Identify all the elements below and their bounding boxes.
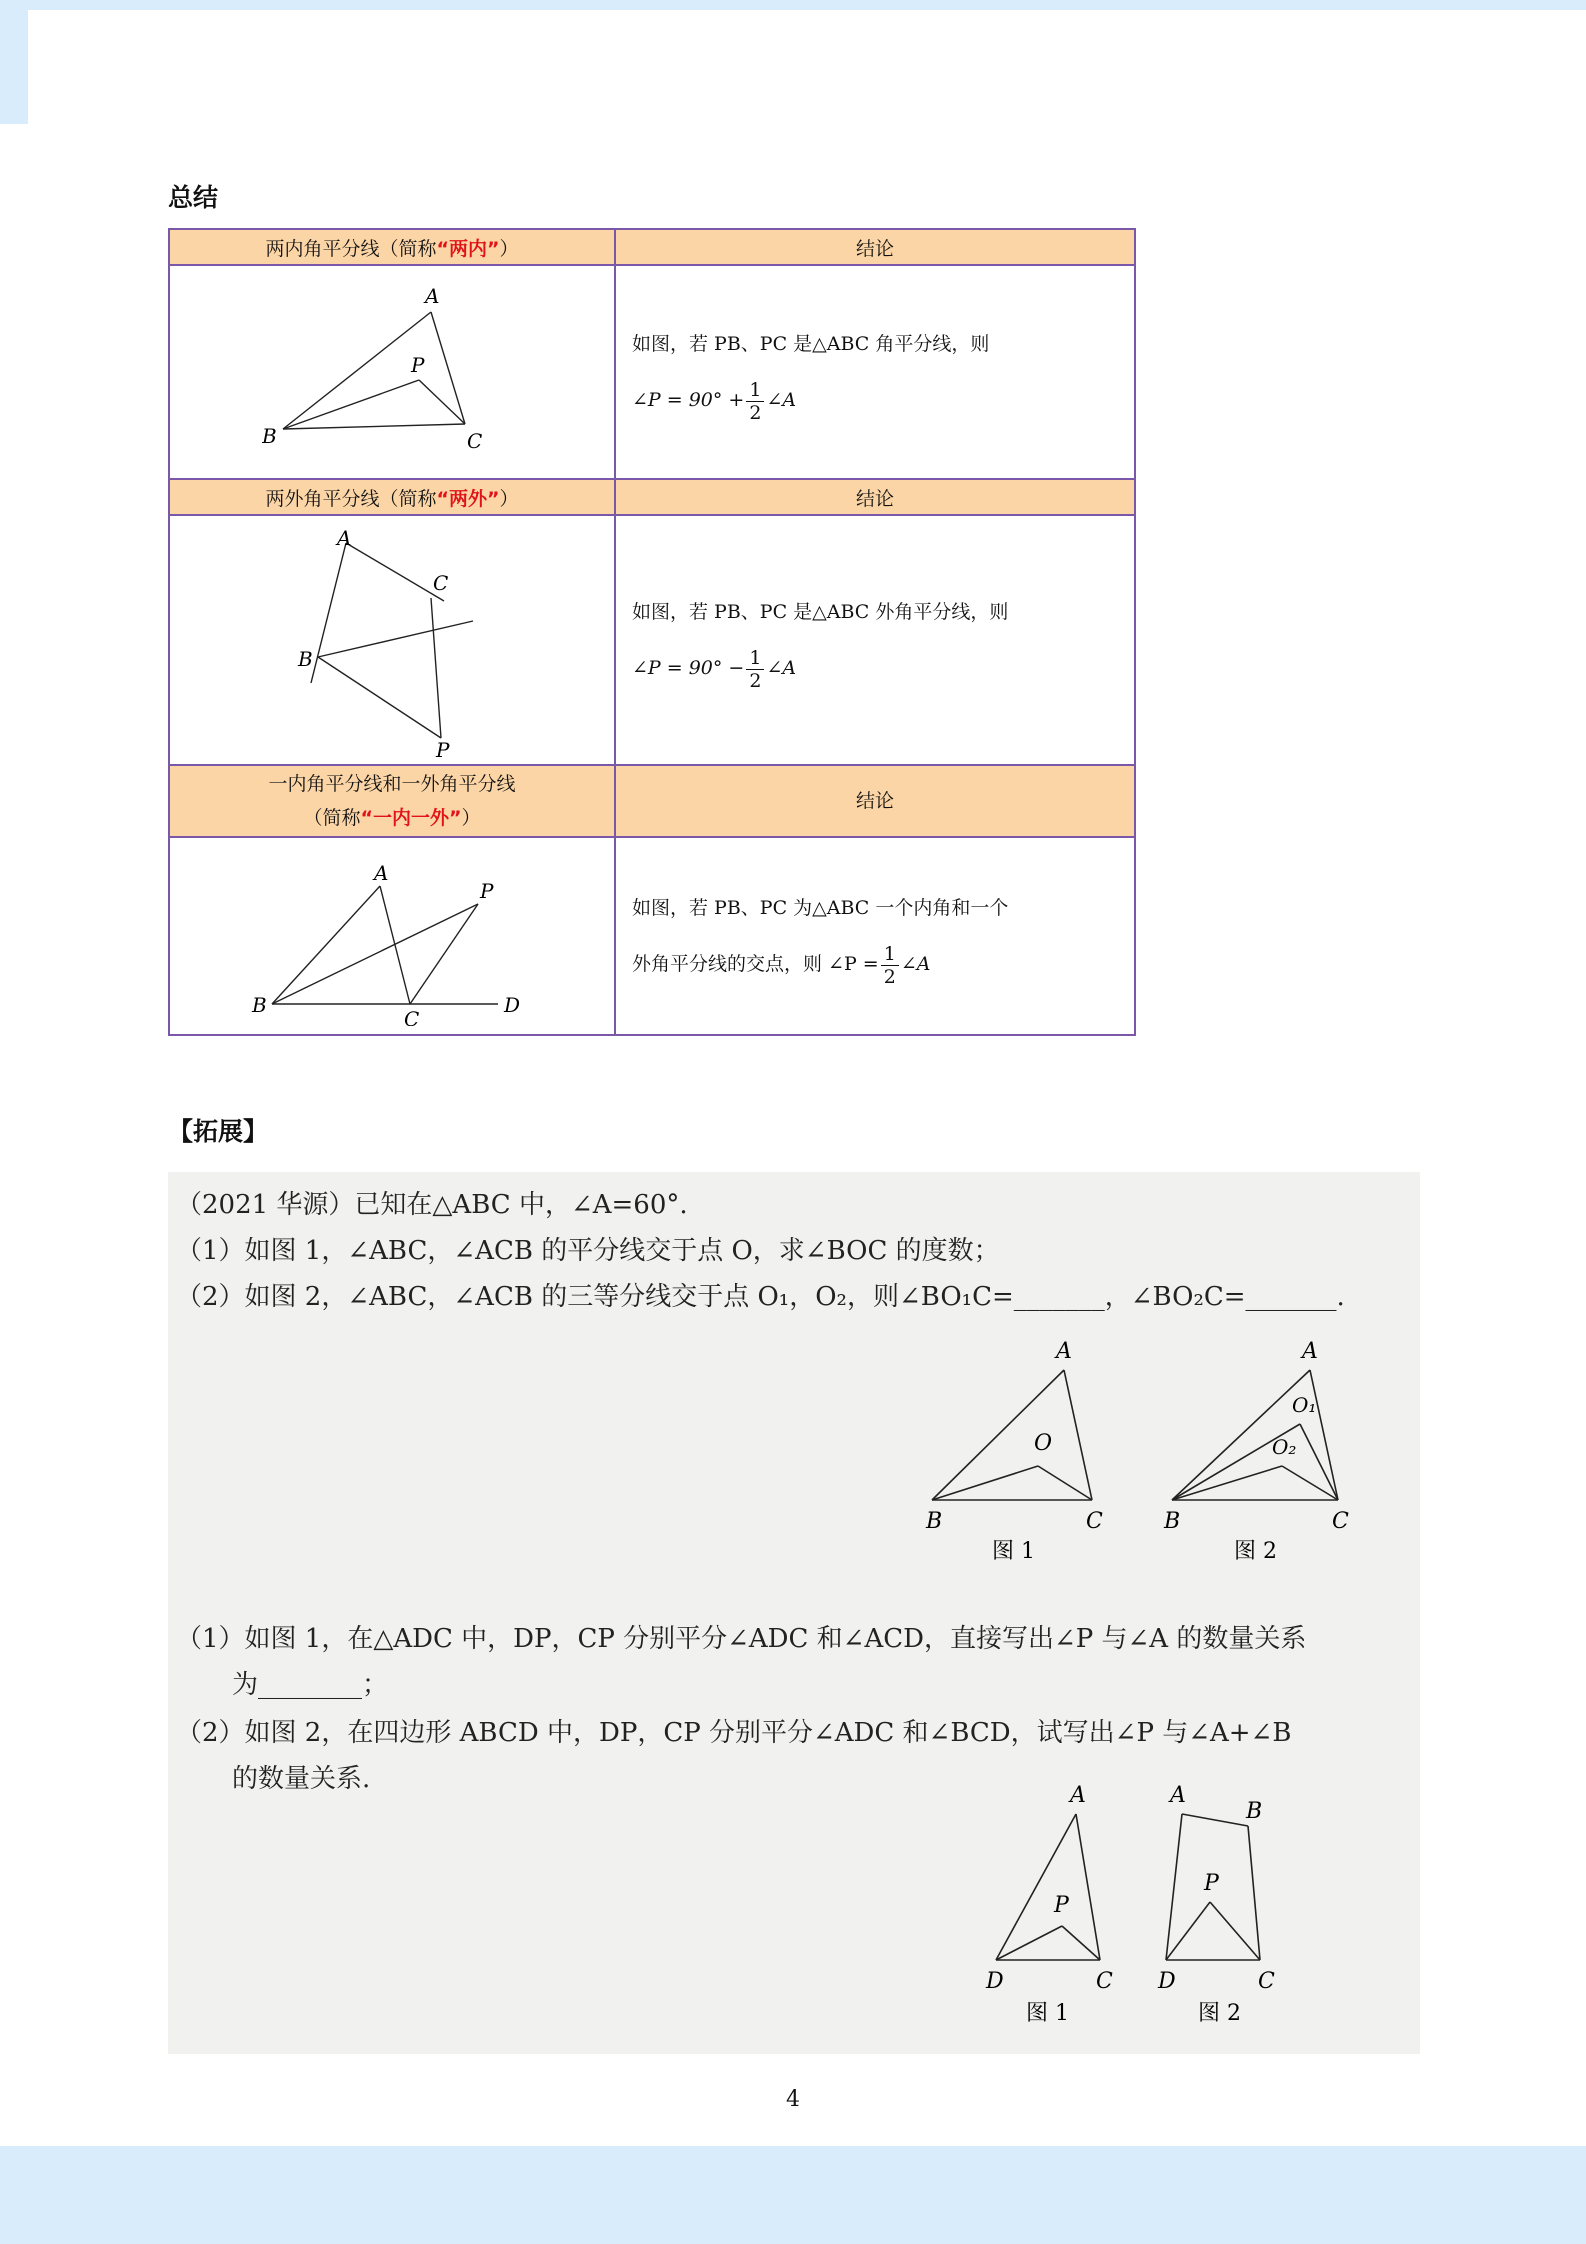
fig2-label-p: P (1204, 1871, 1219, 1896)
label-p: P (436, 738, 450, 757)
label-p: P (480, 879, 494, 903)
fig1-label-b: B (926, 1509, 943, 1534)
extension-line-7: 的数量关系. (232, 1764, 371, 1794)
row3-formula: 外角平分线的交点，则 ∠P = $\frac{1}{2}$ ∠A (632, 942, 931, 988)
fig1-label-a: A (1056, 1339, 1072, 1364)
extension-image-box (168, 1172, 1420, 2054)
fig1-oc (1038, 1466, 1092, 1500)
fraction: $\frac{1}{2}$ (881, 943, 899, 988)
fraction: $\frac{1}{2}$ (746, 379, 764, 424)
row3-conclusion-text: 如图，若 PB、PC 为△ABC 一个内角和一个 (632, 897, 1009, 919)
top-figures (920, 1332, 1400, 1572)
summary-table (168, 228, 1136, 1036)
extension-title: 【拓展】 (168, 1117, 269, 1146)
fig2-label-b: B (1246, 1799, 1263, 1824)
row1-conclusion-header: 结论 (615, 229, 1135, 265)
fig2-label-c: C (1332, 1509, 1349, 1534)
row3-figure-cell (169, 837, 615, 1035)
extension-line-1: （2021 华源）已知在△ABC 中，∠A=60°. (176, 1190, 688, 1220)
fig2-label-o2: O₂ (1272, 1435, 1297, 1459)
line-bp (318, 657, 441, 738)
fig1-ac (1076, 1814, 1100, 1960)
fig2-pc (1210, 1902, 1260, 1960)
row2-header (169, 479, 1135, 515)
row1-conclusion-text: 如图，若 PB、PC 是△ABC 角平分线，则 (632, 333, 990, 355)
extension-line-5: 为________； (232, 1670, 389, 1700)
label-b: B (252, 993, 267, 1017)
fig2-bc (1248, 1826, 1260, 1960)
fig2-label-c: C (1258, 1969, 1275, 1994)
row2-figure-cell (169, 515, 615, 765)
row2-formula: ∠P = 90° − $\frac{1}{2}$ ∠A (632, 646, 797, 692)
label-c: C (433, 571, 449, 595)
row1-figure-cell (169, 265, 615, 479)
row1-body (169, 265, 1135, 479)
line-cp (431, 598, 441, 738)
extension-line-3: （2）如图 2，∠ABC，∠ACB 的三等分线交于点 O₁，O₂，则∠BO₁C=_______，∠BO₂C=_______. (176, 1282, 1345, 1312)
label-d: D (504, 993, 521, 1017)
line-ba (283, 312, 431, 429)
line-bc (283, 424, 465, 429)
line-ba (272, 886, 380, 1004)
fig2-bo2 (1172, 1466, 1282, 1500)
fig1-label-o: O (1034, 1431, 1053, 1456)
fig2-caption: 图 2 (1234, 1539, 1277, 1564)
fig1-bo (932, 1466, 1038, 1500)
row3-conclusion-header: 结论 (615, 765, 1135, 837)
fig1-caption: 图 1 (1026, 2001, 1069, 2026)
top-band (0, 0, 1586, 10)
line-ab-extended (311, 543, 346, 683)
label-b: B (262, 424, 277, 448)
line-ac (346, 543, 444, 601)
line-bp (272, 904, 478, 1004)
fig2-ab (1182, 1814, 1248, 1826)
bottom-band (0, 2146, 1586, 2244)
line-cp (410, 904, 478, 1004)
fig1-label-c: C (1096, 1969, 1113, 1994)
fig1-pc (1062, 1926, 1100, 1960)
fig2-label-a: A (1170, 1783, 1186, 1808)
row2-conclusion-header: 结论 (615, 479, 1135, 515)
row1-header-left: 两内角平分线（简称“两内”） (169, 229, 615, 265)
fig1-caption: 图 1 (992, 1539, 1035, 1564)
fig2-label-o1: O₁ (1292, 1393, 1317, 1417)
summary-title: 总结 (168, 183, 219, 212)
row2-conclusion-text: 如图，若 PB、PC 是△ABC 外角平分线，则 (632, 601, 1009, 623)
row3-triangle-figure (242, 846, 542, 1026)
fraction: $\frac{1}{2}$ (746, 647, 764, 692)
extension-line-2: （1）如图 1，∠ABC，∠ACB 的平分线交于点 O，求∠BOC 的度数； (176, 1236, 1000, 1266)
fig2-label-b: B (1164, 1509, 1181, 1534)
row3-conclusion (615, 837, 1135, 1035)
row3-header (169, 765, 1135, 837)
row1-header (169, 229, 1135, 265)
fig1-da (996, 1814, 1076, 1960)
row2-triangle-figure (282, 523, 502, 757)
line-bc-extended (318, 621, 473, 657)
extension-line-6: （2）如图 2，在四边形 ABCD 中，DP，CP 分别平分∠ADC 和∠BCD，试写出∠P 与∠A+∠B (176, 1718, 1292, 1748)
label-b: B (298, 647, 313, 671)
row1-conclusion (615, 265, 1135, 479)
row2-header-left: 两外角平分线（简称“两外”） (169, 479, 615, 515)
top-tab (0, 0, 28, 124)
fig2-label-a: A (1302, 1339, 1318, 1364)
label-a: A (425, 284, 440, 308)
fig1-label-a: A (1070, 1783, 1086, 1808)
fig1-label-p: P (1054, 1893, 1069, 1918)
row2-conclusion (615, 515, 1135, 765)
fig2-ac (1310, 1370, 1338, 1500)
bottom-figures (982, 1776, 1362, 2026)
label-p: P (411, 353, 425, 377)
line-bp (283, 380, 419, 429)
row2-body (169, 515, 1135, 765)
fig2-da (1166, 1814, 1182, 1960)
page-number: 4 (786, 2087, 800, 2112)
fig2-label-d: D (1158, 1969, 1176, 1994)
label-c: C (404, 1007, 420, 1026)
row3-body (169, 837, 1135, 1035)
row1-formula: ∠P = 90° + $\frac{1}{2}$ ∠A (632, 378, 797, 424)
fig2-dp (1166, 1902, 1210, 1960)
label-a: A (374, 861, 389, 885)
fig2-caption: 图 2 (1198, 2001, 1241, 2026)
label-a: A (337, 526, 352, 550)
extension-line-4: （1）如图 1，在△ADC 中，DP，CP 分别平分∠ADC 和∠ACD，直接写出∠P 与∠A 的数量关系 (176, 1624, 1307, 1654)
row3-header-left: 一内角平分线和一外角平分线 （简称“一内一外”） (169, 765, 615, 837)
label-c: C (467, 429, 483, 453)
fig1-label-c: C (1086, 1509, 1103, 1534)
fig1-label-d: D (986, 1969, 1004, 1994)
row1-triangle-figure (262, 277, 522, 467)
fig1-ac (1064, 1370, 1092, 1500)
